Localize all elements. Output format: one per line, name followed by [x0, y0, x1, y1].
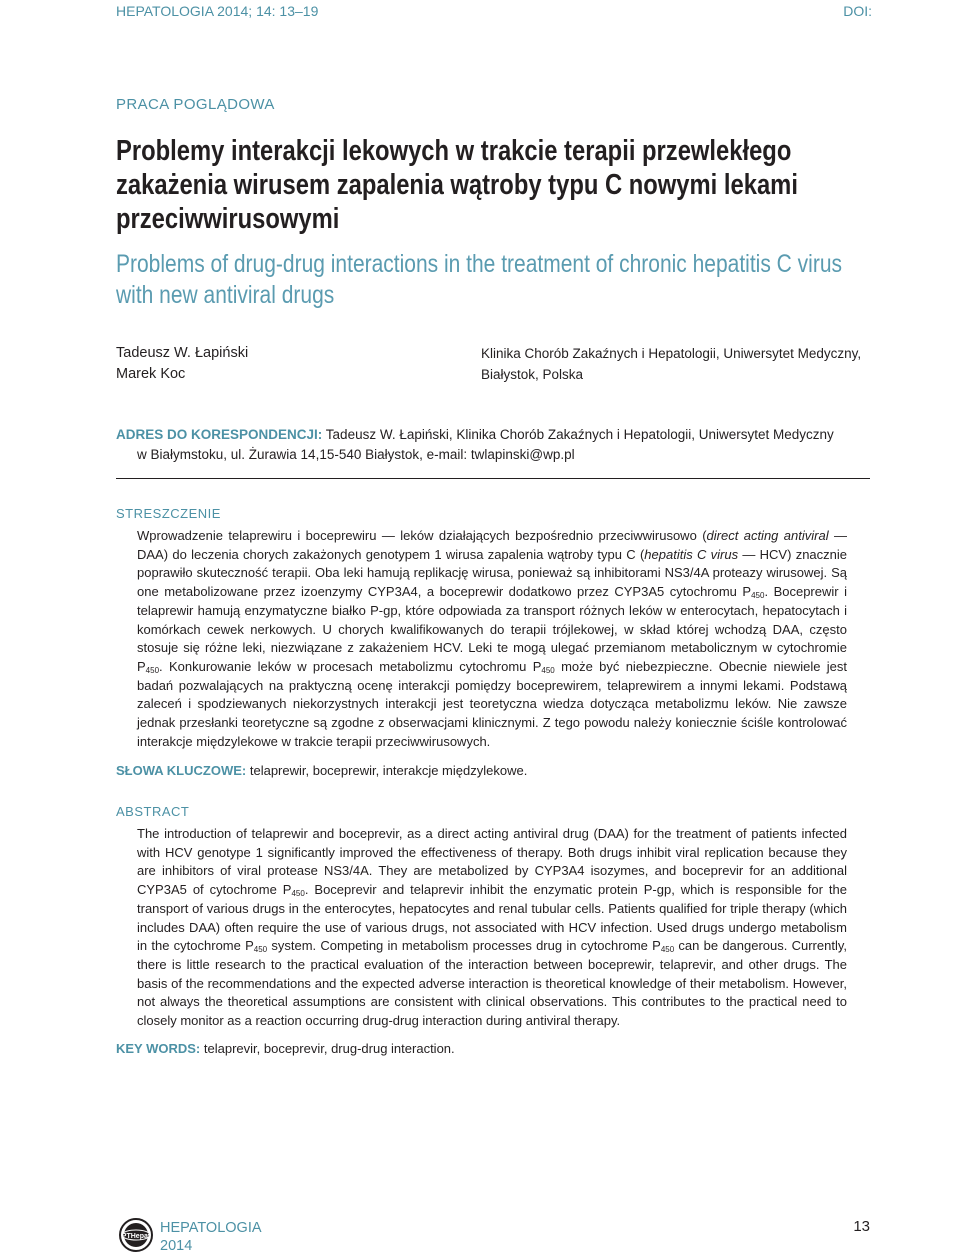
keywords-text: telaprewir, boceprewir, interakcje międzylekowe. — [249, 763, 528, 778]
divider — [116, 478, 870, 479]
footer-year: 2014 — [160, 1238, 193, 1254]
subscript: 450 — [291, 889, 305, 899]
text-run: can be dangerous. Currently, there is little research to the practical evaluation of the interaction between boceprewir, telaprevir, and other drugs. The basis of the recommendations and the expected adverse interaction is theoretical knowledge of their metabolism. However, not always the theoretical assumptions are consistent with clinical observations. This contributes to the practical need to closely monitor as a reaction occurring drug-drug interaction during antiviral therapy. — [137, 938, 847, 1029]
text-run: The introduction of telaprewir and boceprevir, as a direct acting antiviral drug (DAA) for the treatment of patients infected with HCV genotype 1 significantly improved the effectiveness of therapy. Both drugs inhibit viral replication because they are inhibitors of viral protease NS3/4A. They are metabolized by CYP3A4 isozymes, and boceprevir for an additional CYP3A5 of cytochrome P — [137, 826, 847, 898]
authors — [116, 343, 248, 385]
ptepat-logo — [118, 1215, 154, 1255]
keywords-text: telaprevir, boceprevir, drug-drug interaction. — [203, 1041, 455, 1056]
keywords-label: KEY WORDS: — [116, 1041, 201, 1056]
title-pl-line: zakażenia wirusem zapalenia wątroby typu C nowymi lekami — [116, 169, 798, 201]
abstract-paragraph — [137, 825, 847, 1031]
streszczenie-paragraph — [137, 527, 847, 751]
correspondence-line: Tadeusz W. Łapiński, Klinika Chorób Zakaźnych i Hepatologii, Uniwersytet Medyczny — [325, 427, 834, 442]
title-english — [116, 249, 872, 311]
text-italic: direct acting antiviral — [706, 528, 829, 543]
affiliation-line: Białystok, Polska — [481, 367, 584, 382]
correspondence — [116, 425, 876, 465]
title-en-line: Problems of drug-drug interactions in the treatment of chronic hepatitis C virus — [116, 250, 843, 278]
streszczenie-body — [137, 527, 847, 751]
article-type: PRACA POGLĄDOWA — [116, 96, 275, 113]
text-run: — DAA) do leczenia chorych zakażonych genotypem 1 wirusa zapalenia wątroby typu C ( — [137, 528, 848, 562]
subscript: 450 — [253, 945, 268, 955]
title-pl-line: przeciwwirusowymi — [116, 203, 340, 235]
logo-icon — [118, 1215, 154, 1255]
subscript: 450 — [541, 665, 555, 675]
abstract-heading: ABSTRACT — [116, 804, 190, 819]
keywords-label: SŁOWA KLUCZOWE: — [116, 763, 247, 778]
title-polish — [116, 134, 838, 236]
text-italic: hepatitis C virus — [644, 546, 739, 562]
title-en-line: with new antiviral drugs — [116, 281, 335, 309]
text-run: . Boceprevir and telaprevir inhibit the enzymatic protein P-gp, which is responsible for the transport of various drugs in the enterocytes, hepatocytes and renal tubular cells. Patients qualified for triple therapy (which includes DAA) often require the use of various drugs, not associated with HCV infection. Used drugs undergo metabolism in the cytochrome P — [137, 882, 848, 954]
subscript: 450 — [145, 665, 160, 675]
affiliation — [481, 343, 861, 385]
abstract-body — [137, 825, 847, 1031]
footer-journal-name: HEPATOLOGIA — [160, 1220, 262, 1236]
text-run: może być niebezpieczne. Obecnie niewiele jest badań pozwalających na praktyczną ocenę interakcji pomiędzy boceprewirem, telaprewirem a innymi lekami. Podstawą zaleceń i spodziewanych niekorzystnych interakcji jest teoretyczna wiedza dotycząca metabolizmu leków. Nie zawsze jednak przesłanki teoretyczne są zgodne z obserwacjami klinicznymi. Z tego powodu należy koniecznie ściśle kontrolować interakcje międzylekowe w trakcie terapii przeciwwirusowych. — [137, 658, 847, 749]
text-run: . Boceprewir i telaprewir hamują enzymatyczne białko P-gp, które odpowiada za transport różnych leków w enterocytach, hepatocytach i komórkach cewek nerkowych. U chorych kwalifikowanych do terapii trójlekowej, w skład której wchodzą DAA, często stosuje się różne leki, niezwiązane z zakażeniem HCV. Leki te mogą ulegać przemianom metabolicznym w cytochromie P — [137, 584, 847, 674]
correspondence-label: ADRES DO KORESPONDENCJI: — [116, 427, 323, 442]
text-run: system. Competing in metabolism processes drug in cytochrome P — [267, 938, 661, 954]
correspondence-line: w Białymstoku, ul. Żurawia 14,15-540 Białystok, e-mail: twlapinski@wp.pl — [137, 447, 575, 462]
logo-text: PTHepat — [121, 1233, 151, 1240]
text-run: Wprowadzenie telaprewiru i boceprewiru — leków działających bezpośrednio przeciwwirusowo ( — [137, 528, 707, 543]
text-run: — HCV) znacznie poprawiło skuteczność terapii. Oba leki hamują replikację wirusa, ponieważ są inhibitorami NS3/4A proteazy wirusowej. Są one metabolizowane przez izoenzymy CYP3A4, a boceprewir dodatkowo przez CYP3A5 cytochromu P — [137, 546, 848, 600]
keywords-pl — [116, 763, 527, 778]
author-name: Marek Koc — [116, 366, 186, 382]
text-run: . Konkurowanie leków w procesach metabolizmu cytochromu P — [159, 658, 542, 674]
affiliation-line: Klinika Chorób Zakaźnych i Hepatologii, Uniwersytet Medyczny, — [481, 346, 862, 361]
subscript: 450 — [751, 591, 765, 601]
page-number: 13 — [853, 1218, 870, 1235]
streszczenie-heading: STRESZCZENIE — [116, 506, 221, 521]
doi-label: DOI: — [843, 3, 872, 19]
author-name: Tadeusz W. Łapiński — [116, 345, 249, 361]
journal-reference: HEPATOLOGIA 2014; 14: 13–19 — [116, 3, 319, 19]
title-pl-line: Problemy interakcji lekowych w trakcie terapii przewlekłego — [116, 135, 792, 167]
subscript: 450 — [660, 945, 675, 955]
footer-journal — [160, 1219, 262, 1255]
keywords-en — [116, 1041, 455, 1056]
